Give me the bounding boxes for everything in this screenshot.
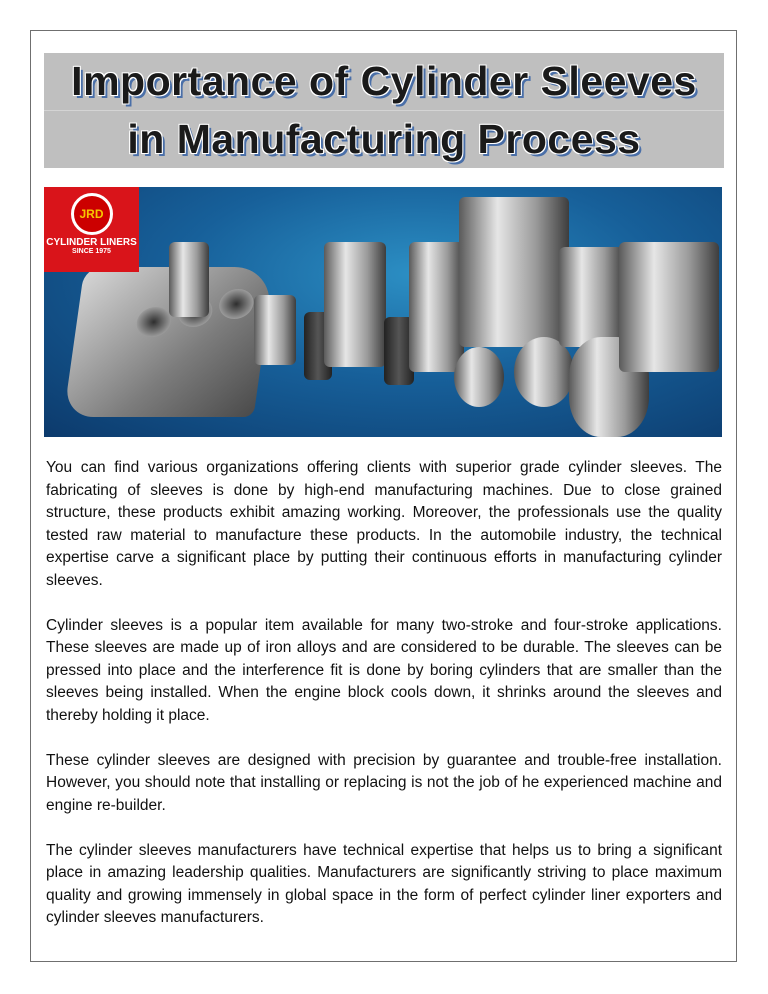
sleeve-image <box>454 347 504 407</box>
hero-image-cylinder-liners <box>44 187 722 437</box>
sleeve-image <box>559 247 624 347</box>
sleeve-image <box>409 242 464 372</box>
sleeve-image <box>514 337 574 407</box>
paragraph: These cylinder sleeves are designed with precision by guarantee and trouble-free installation. However, you should note that installing or replacing is not the job of he experienced machine and engine re-builder. <box>46 751 722 814</box>
article-body <box>46 457 722 952</box>
logo-since: SINCE 1975 <box>72 248 111 255</box>
title-line-2: in Manufacturing Process <box>127 116 641 162</box>
title-line-1: Importance of Cylinder Sleeves <box>44 53 724 111</box>
paragraph: You can find various organizations offering clients with superior grade cylinder sleeves. The fabricating of sleeves is done by high-end manufacturing machines. Due to close grained structure, these products exhibit amazing working. Moreover, the professionals use the quality tested raw material to manufacture these products. In the automobile industry, the technical expertise carve a significant place by putting their continuous efforts in manufacturing cylinder sleeves. <box>46 459 722 589</box>
sleeve-image <box>324 242 386 367</box>
sleeve-image <box>459 197 569 347</box>
logo-name: CYLINDER LINERS <box>46 237 137 248</box>
logo-emblem: JRD <box>71 193 113 235</box>
sleeve-image <box>169 242 209 317</box>
paragraph: The cylinder sleeves manufacturers have technical expertise that helps us to bring a significant place in amazing leadership qualities. Manufacturers are significantly striving to place maximum quality and growing immensely in global space in the form of perfect cylinder liner exporters and cylinder sleeves manufacturers. <box>46 841 722 926</box>
sleeve-image <box>619 242 719 372</box>
cylinder-liners-logo <box>44 187 139 272</box>
sleeve-image <box>254 295 296 365</box>
paragraph: Cylinder sleeves is a popular item available for many two-stroke and four-stroke applications. These sleeves are made up of iron alloys and are considered to be durable. The sleeves can be pressed into place and the interference fit is done by boring cylinders that are smaller than the sleeves being installed. When the engine block cools down, it shrinks around the sleeves and thereby holding it place. <box>46 616 722 724</box>
title-banner <box>44 53 724 168</box>
